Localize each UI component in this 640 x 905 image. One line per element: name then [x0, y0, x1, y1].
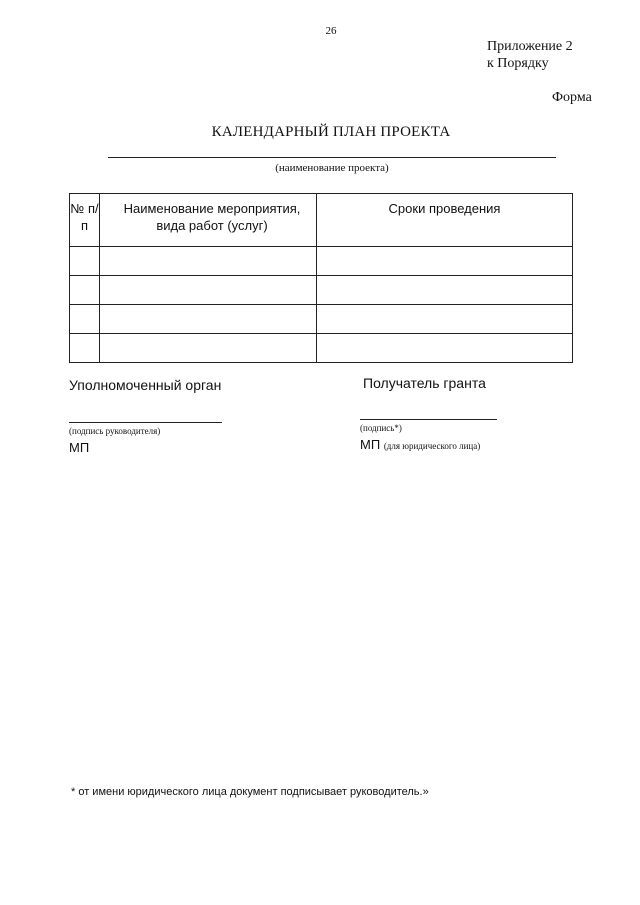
cell-activity: [100, 276, 317, 305]
cell-number: [70, 247, 100, 276]
appendix-line-1: Приложение 2: [487, 39, 573, 54]
cell-number: [70, 276, 100, 305]
header-number: № п/п: [70, 194, 100, 247]
cell-number: [70, 305, 100, 334]
header-activity: Наименование мероприятия, вида работ (услуг): [100, 194, 317, 247]
document-title: КАЛЕНДАРНЫЙ ПЛАН ПРОЕКТА: [211, 124, 451, 140]
table-row: [70, 334, 573, 363]
authorized-body-signature-caption: (подпись руководителя): [69, 426, 161, 436]
authorized-body-signature-line: [69, 422, 222, 423]
appendix-reference: [487, 38, 573, 72]
cell-number: [70, 334, 100, 363]
page-number: 26: [325, 25, 337, 37]
cell-activity: [100, 247, 317, 276]
cell-dates: [317, 334, 573, 363]
table-header-row: [70, 194, 573, 247]
table-row: [70, 247, 573, 276]
cell-dates: [317, 276, 573, 305]
cell-dates: [317, 247, 573, 276]
project-name-line: [108, 157, 556, 158]
calendar-plan-table: [69, 193, 573, 363]
authorized-body-stamp: [69, 440, 89, 455]
grant-recipient-signature-line: [360, 419, 497, 420]
cell-dates: [317, 305, 573, 334]
authorized-body-label: Уполномоченный орган: [69, 377, 222, 393]
grant-recipient-signature-caption: (подпись*): [360, 423, 402, 433]
table-row: [70, 276, 573, 305]
grant-recipient-stamp: [360, 437, 480, 452]
header-dates: Сроки проведения: [317, 194, 573, 247]
stamp-label: МП: [360, 437, 381, 452]
cell-activity: [100, 305, 317, 334]
project-name-caption: (наименование проекта): [275, 162, 389, 174]
stamp-note: (для юридического лица): [383, 441, 481, 451]
form-label: Форма: [552, 90, 592, 105]
cell-activity: [100, 334, 317, 363]
footnote: * от имени юридического лица документ подписывает руководитель.»: [71, 786, 429, 798]
grant-recipient-label: Получатель гранта: [363, 375, 486, 391]
table-row: [70, 305, 573, 334]
appendix-line-2: к Порядку: [487, 56, 549, 71]
stamp-label: МП: [69, 440, 90, 455]
